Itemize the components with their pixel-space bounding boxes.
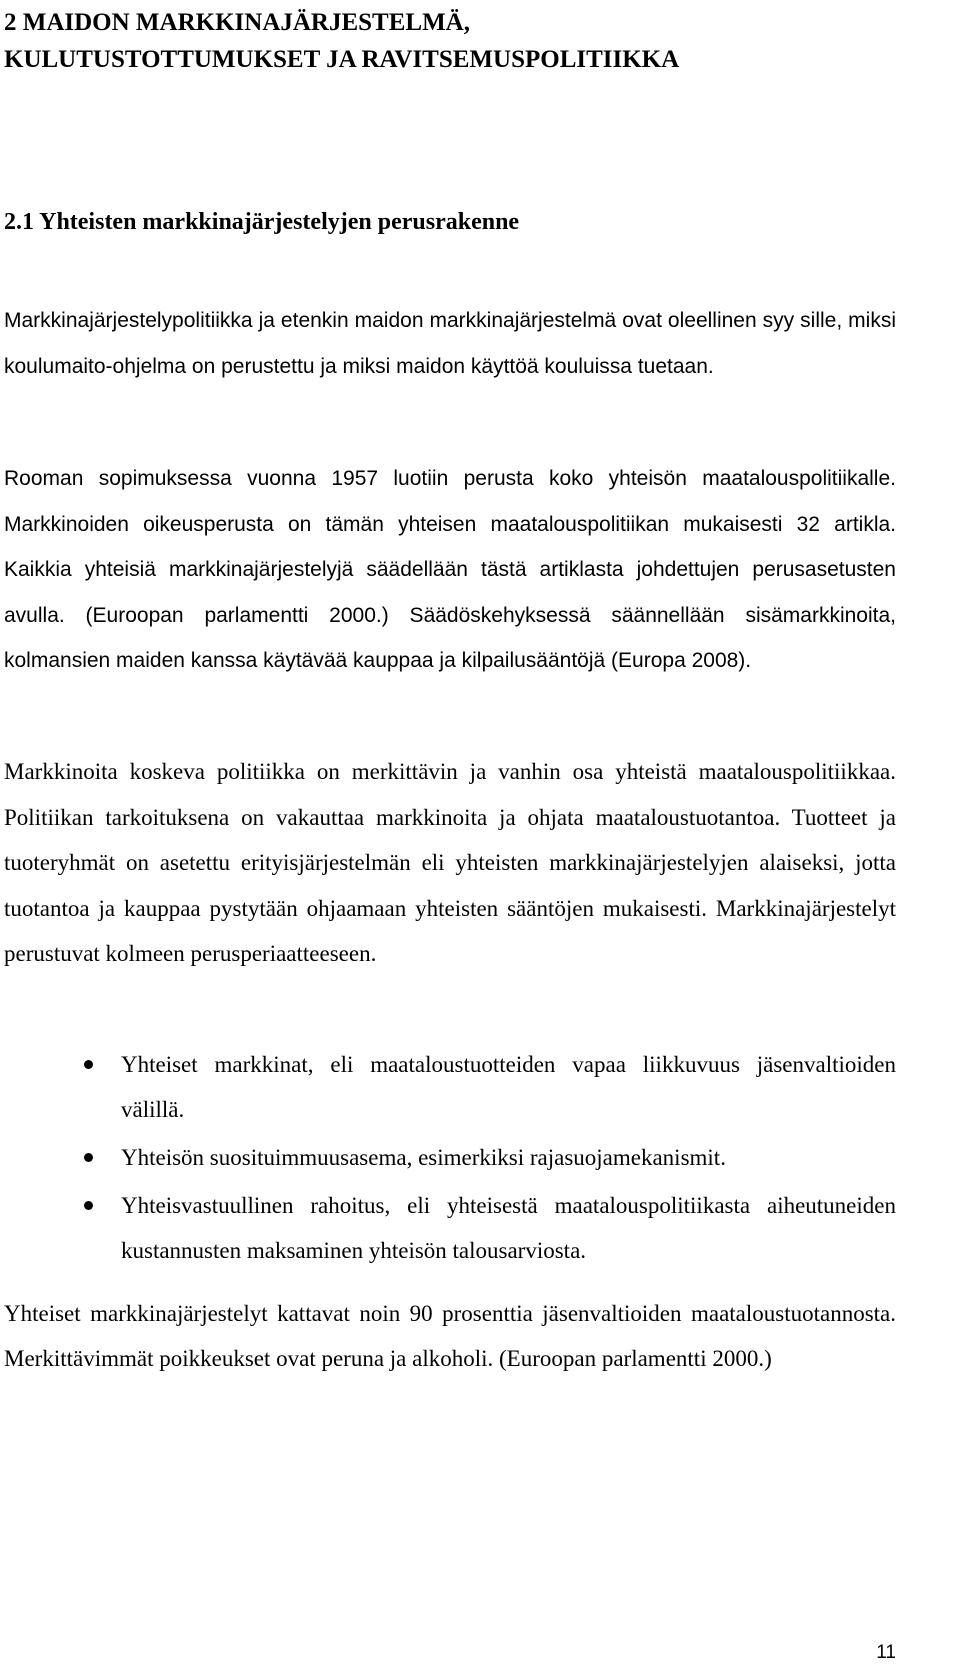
bullet-icon (84, 1060, 93, 1069)
paragraph-rome-treaty: Rooman sopimuksessa vuonna 1957 luotiin perusta koko yhteisön maatalouspolitiikalle. Markkinoiden oikeusperusta on tämän yhteisen maatalouspolitiikan mukaisesti 32 artikla. Kaikkia yhteisiä markkinajärjestelyjä säädellään tästä artiklasta johdettujen perusasetusten avulla. (Euroopan parlamentti 2000.) Säädöskehyksessä säännellään sisämarkkinoita, kolmansien maiden kanssa käytävää kauppaa ja kilpailusääntöjä (Europa 2008). (4, 467, 896, 672)
bullet-icon (84, 1201, 93, 1210)
paragraph-closing: Yhteiset markkinajärjestelyt kattavat noin 90 prosenttia jäsenvaltioiden maataloustuotannosta. Merkittävimmät poikkeukset ovat peruna ja alkoholi. (Euroopan parlamentti 2000.) (4, 1301, 896, 1371)
list-item-text: Yhteiset markkinat, eli maataloustuotteiden vapaa liikkuvuus jäsenvaltioiden välillä. (121, 1052, 896, 1122)
list-item (4, 1183, 896, 1273)
list-item (4, 1042, 896, 1132)
bullet-icon (84, 1153, 93, 1162)
list-item (4, 1135, 896, 1180)
chapter-heading (4, 4, 896, 78)
chapter-heading-line-1: 2 MAIDON MARKKINAJÄRJESTELMÄ, (4, 9, 470, 36)
paragraph-intro: Markkinajärjestelypolitiikka ja etenkin maidon markkinajärjestelmä ovat oleellinen syy sille, miksi koulumaito-ohjelma on perustettu ja miksi maidon käyttöä kouluissa tuetaan. (4, 309, 896, 378)
chapter-heading-line-2: KULUTUSTOTTUMUKSET JA RAVITSEMUSPOLITIIKKA (4, 46, 680, 73)
principles-list (4, 1042, 896, 1273)
list-item-text: Yhteisön suosituimmuusasema, esimerkiksi rajasuojamekanismit. (121, 1145, 726, 1170)
section-heading: 2.1 Yhteisten markkinajärjestelyjen perusrakenne (4, 209, 520, 235)
paragraph-market-policy: Markkinoita koskeva politiikka on merkittävin ja vanhin osa yhteistä maatalouspolitiikkaa. Politiikan tarkoituksena on vakauttaa markkinoita ja ohjata maataloustuotantoa. Tuotteet ja tuoteryhmät on asetettu erityisjärjestelmän eli yhteisten markkinajärjestelyjen alaiseksi, jotta tuotantoa ja kauppaa pystytään ohjaamaan yhteisten sääntöjen mukaisesti. Markkinajärjestelyt perustuvat kolmeen perusperiaatteeseen. (4, 759, 896, 966)
list-item-text: Yhteisvastuullinen rahoitus, eli yhteisestä maatalouspolitiikasta aiheutuneiden kustannusten maksaminen yhteisön talousarviosta. (121, 1193, 896, 1263)
page-number: 11 (876, 1642, 896, 1663)
